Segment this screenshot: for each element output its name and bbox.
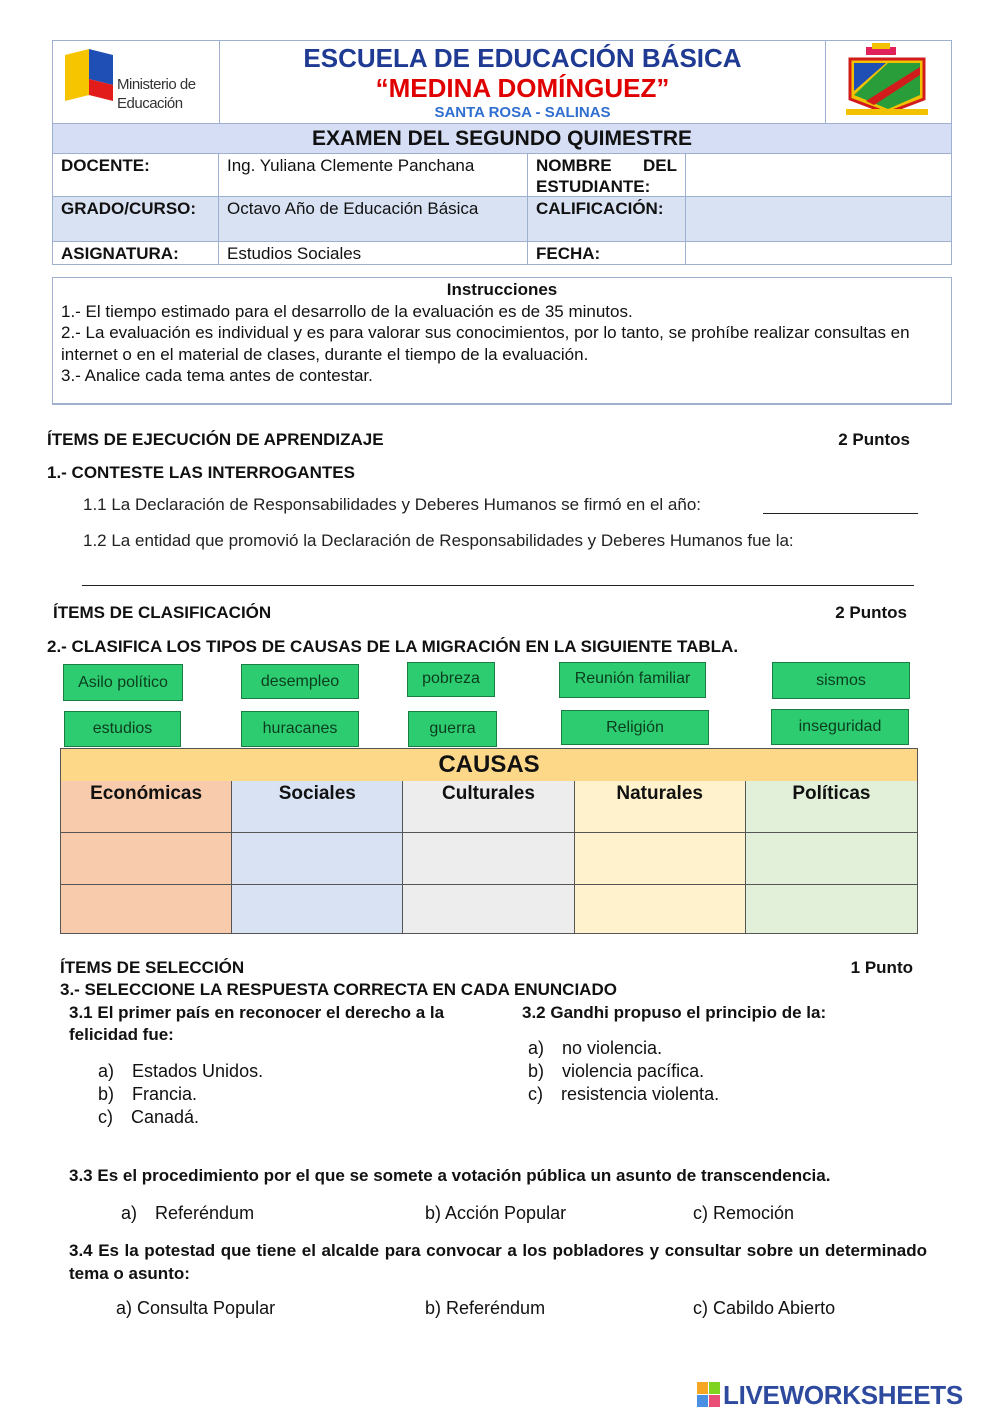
chip-asilo-politico[interactable]: Asilo político	[63, 664, 183, 701]
chip-desempleo[interactable]: desempleo	[241, 664, 359, 699]
liveworksheets-grid-icon	[697, 1382, 721, 1408]
question-1-2: 1.2 La entidad que promovió la Declaración de Responsabilidades y Deberes Humanos fue la:	[83, 531, 794, 550]
q31-option-b[interactable]: b) Francia.	[98, 1084, 198, 1104]
drop-cell[interactable]	[746, 885, 917, 934]
section1-header: ÍTEMS DE EJECUCIÓN DE APRENDIZAJE	[47, 430, 384, 449]
brand-prefix: LIVE	[723, 1380, 780, 1410]
drop-cell[interactable]	[575, 885, 745, 934]
fecha-field[interactable]	[686, 242, 951, 264]
chip-huracanes[interactable]: huracanes	[241, 711, 359, 747]
q33-option-c[interactable]: c) Remoción	[693, 1203, 795, 1223]
section3-header: ÍTEMS DE SELECCIÓN	[60, 958, 245, 977]
drop-cell[interactable]	[232, 833, 402, 885]
grado-value: Octavo Año de Educación Básica	[219, 197, 528, 241]
asignatura-label: ASIGNATURA:	[53, 242, 219, 264]
chip-sismos[interactable]: sismos	[772, 662, 910, 699]
chip-pobreza[interactable]: pobreza	[407, 662, 495, 697]
question-1-1: 1.1 La Declaración de Responsabilidades y Deberes Humanos se firmó en el año:	[83, 495, 702, 514]
school-type: ESCUELA DE EDUCACIÓN BÁSICA	[303, 43, 742, 73]
grado-label: GRADO/CURSO:	[53, 197, 219, 241]
calificacion-label: CALIFICACIÓN:	[528, 197, 686, 241]
docente-label: DOCENTE:	[53, 154, 219, 196]
asignatura-value: Estudios Sociales	[219, 242, 528, 264]
question-3-3: 3.3 Es el procedimiento por el que se somete a votación pública un asunto de transcendencia.	[69, 1166, 831, 1185]
drop-cell[interactable]	[232, 885, 402, 934]
nombre-field[interactable]	[686, 154, 951, 196]
school-crest-icon	[826, 41, 949, 123]
column-politicas	[746, 781, 917, 933]
chip-estudios[interactable]: estudios	[64, 711, 181, 747]
q34-option-b[interactable]: b) Referéndum	[425, 1298, 546, 1318]
q31-options	[98, 1060, 263, 1129]
column-sociales	[232, 781, 403, 933]
q31-option-c[interactable]: c) Canadá.	[98, 1107, 200, 1127]
column-naturales	[575, 781, 746, 933]
drop-cell[interactable]	[61, 885, 231, 934]
info-table	[52, 154, 952, 265]
school-location: SANTA ROSA - SALINAS	[434, 104, 611, 121]
q33-option-a[interactable]: a) Referéndum	[121, 1203, 255, 1223]
column-header: Culturales	[403, 781, 573, 833]
causas-table	[60, 748, 918, 934]
q34-option-a[interactable]: a) Consulta Popular	[116, 1298, 276, 1318]
q32-option-b[interactable]: b) violencia pacífica.	[528, 1061, 705, 1081]
q33-option-b[interactable]: b) Acción Popular	[425, 1203, 567, 1223]
question-3-2: 3.2 Gandhi propuso el principio de la:	[522, 1003, 827, 1022]
q32-option-a[interactable]: a) no violencia.	[528, 1038, 663, 1058]
instruction-line-1: 1.- El tiempo estimado para el desarrollo de la evaluación es de 35 minutos.	[61, 301, 633, 321]
q34-option-c[interactable]: c) Cabildo Abierto	[693, 1298, 836, 1318]
school-crest	[825, 41, 951, 123]
instruction-line-2: 2.- La evaluación es individual y es para valorar sus conocimientos, por lo tanto, se prohíbe realizar consultas en internet o en el material de clases, durante el tiempo de la evaluación.	[61, 323, 910, 364]
instructions-box	[52, 277, 952, 405]
drop-cell[interactable]	[746, 833, 917, 885]
column-culturales	[403, 781, 574, 933]
question-3-4: 3.4 Es la potestad que tiene el alcalde para convocar a los pobladores y consultar sobre un determinado tema o asunto:	[69, 1241, 927, 1283]
instruction-line-3: 3.- Analice cada tema antes de contestar.	[61, 366, 373, 385]
section2-header: ÍTEMS DE CLASIFICACIÓN	[53, 603, 272, 622]
brand-suffix: WORKSHEETS	[779, 1380, 963, 1410]
chip-guerra[interactable]: guerra	[408, 711, 497, 747]
section2-title: 2.- CLASIFICA LOS TIPOS DE CAUSAS DE LA MIGRACIÓN EN LA SIGUIENTE TABLA.	[47, 637, 739, 656]
school-name: “MEDINA DOMÍNGUEZ”	[375, 73, 670, 103]
ministry-logo	[53, 41, 220, 123]
question-3-1: 3.1 El primer país en reconocer el derecho a la felicidad fue:	[69, 1003, 445, 1044]
column-header: Políticas	[746, 781, 917, 833]
drop-cell[interactable]	[403, 833, 573, 885]
calificacion-field[interactable]	[686, 197, 951, 241]
causas-title: CAUSAS	[61, 749, 917, 782]
exam-title: EXAMEN DEL SEGUNDO QUIMESTRE	[52, 124, 952, 154]
column-economicas	[61, 781, 232, 933]
section3-points: 1 Punto	[850, 958, 913, 977]
nombre-label: NOMBRE DEL ESTUDIANTE:	[528, 154, 686, 196]
column-header: Económicas	[61, 781, 231, 833]
q31-option-a[interactable]: a) Estados Unidos.	[98, 1061, 264, 1081]
q32-option-c[interactable]: c) resistencia violenta.	[528, 1084, 720, 1104]
chip-inseguridad[interactable]: inseguridad	[771, 709, 909, 745]
docente-value: Ing. Yuliana Clemente Panchana	[219, 154, 528, 196]
drop-cell[interactable]	[575, 833, 745, 885]
answer-1-2-field[interactable]	[82, 585, 914, 586]
answer-1-1-field[interactable]	[763, 513, 918, 514]
column-header: Naturales	[575, 781, 745, 833]
column-header: Sociales	[232, 781, 402, 833]
section1-title: 1.- CONTESTE LAS INTERROGANTES	[47, 463, 355, 482]
drop-cell[interactable]	[403, 885, 573, 934]
ministry-logo-text: Ministerio de Educación	[117, 76, 196, 112]
school-header	[52, 40, 952, 124]
fecha-label: FECHA:	[528, 242, 686, 264]
chip-religion[interactable]: Religión	[561, 710, 709, 745]
chip-reunion-familiar[interactable]: Reunión familiar	[559, 662, 706, 698]
q32-options	[528, 1037, 719, 1106]
drop-cell[interactable]	[61, 833, 231, 885]
instructions-title: Instrucciones	[446, 280, 558, 299]
section3-title: 3.- SELECCIONE LA RESPUESTA CORRECTA EN CADA ENUNCIADO	[60, 980, 617, 999]
section2-points: 2 Puntos	[835, 603, 907, 622]
section1-points: 2 Puntos	[838, 430, 910, 449]
